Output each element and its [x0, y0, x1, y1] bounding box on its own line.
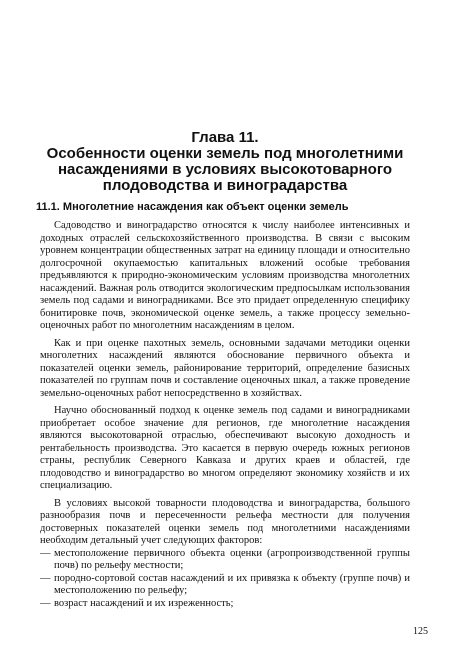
body-text: [40, 220, 410, 610]
paragraph: В условиях высокой товарности плодоводства и виноградарства, большого разнообразия почв и пересеченности рельефа местности для получения достоверных показателей оценки земель под многолетними насаждениями необходим детальный учет следующих факторов:: [40, 497, 410, 546]
chapter-heading: [30, 130, 420, 194]
paragraph: Научно обоснованный подход к оценке земель под садами и виноградниками приобретает особое значение для регионов, где многолетние насаждения являются высокотоварной отраслью, обеспечивают высокую доходность и рентабельность производства. Это касается в первую очередь южных регионов страны, республик Северного Кавказа и других краев и областей, где плодоводство и виноградарство во многом определяют экономику хозяйств и их специализацию.: [40, 405, 410, 491]
chapter-title: Особенности оценки земель под многолетними насаждениями в условиях высокотоварного плодоводства и виноградарства: [46, 145, 404, 194]
factor-list: [40, 548, 410, 611]
list-item: — породно-сортовой состав насаждений и их привязка к объекту (группе почв) и местоположению по рельефу;: [40, 573, 410, 598]
paragraph: Как и при оценке пахотных земель, основными задачами методики оценки многолетних насаждений являются обоснование первичного объекта и показателей оценки земель, районирование территорий, определение базисных показателей по группам почв и составление оценочных шкал, а также проведение земельно-оценочных работ непосредственно в хозяйствах.: [40, 337, 410, 399]
page-number: 125: [413, 626, 428, 637]
section-title: 11.1. Многолетние насаждения как объект оценки земель: [36, 201, 349, 213]
paragraph: Садоводство и виноградарство относятся к числу наиболее интенсивных и доходных отраслей сельскохозяйственного производства. В связи с высоким уровнем концентрации общественных затрат на единицу площади и относительно долгосрочной окупаемостью капитальных вложений особые требования предъявляются к природно-экономическим условиям производства многолетних насаждений. Важная роль отводится экологическим предпосылкам использования земель под садами и виноградниками. Все это придает определенную специфику бонитировке почв, экономической оценке земель, а также процессу земельно-оценочных работ по многолетним насаждениям в целом.: [40, 220, 410, 331]
list-item: — местоположение первичного объекта оценки (агропроизводственной группы почв) по рельефу местности;: [40, 548, 410, 573]
list-item: — возраст насаждений и их изреженность;: [40, 598, 410, 611]
chapter-label: Глава 11.: [191, 129, 259, 146]
